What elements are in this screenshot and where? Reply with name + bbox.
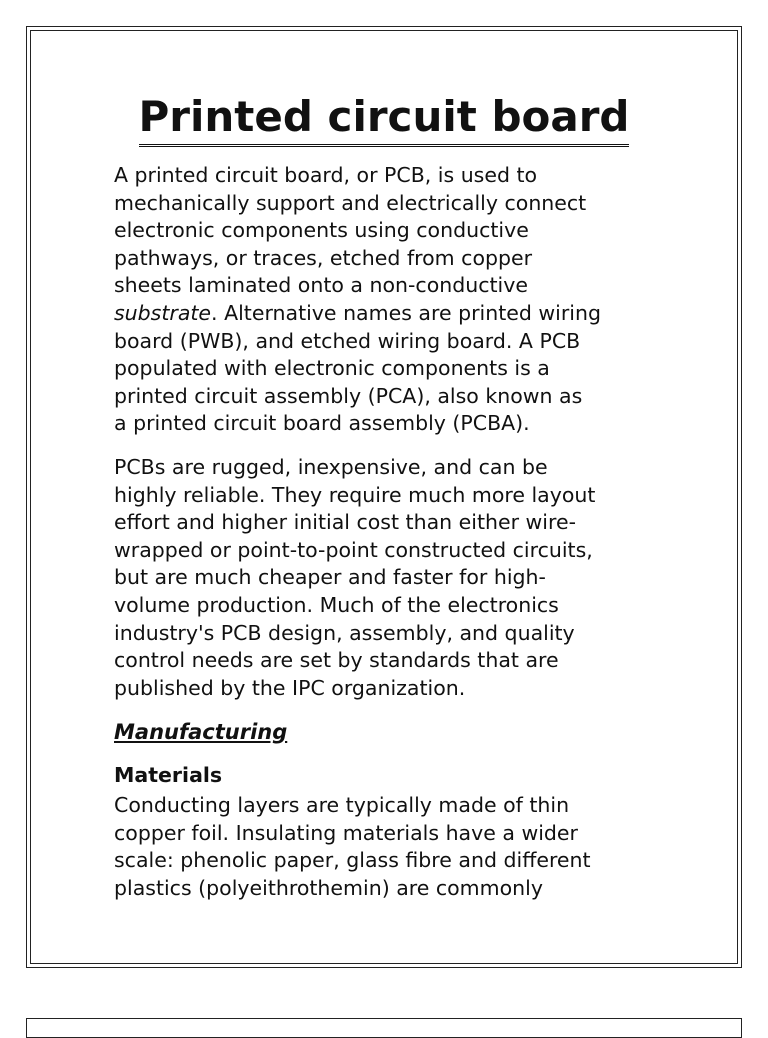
text-line: volume production. Much of the electronics: [114, 592, 559, 617]
text-line: electronic components using conductive: [114, 218, 529, 243]
text-line: but are much cheaper and faster for high-: [114, 565, 546, 590]
text-line: Conducting layers are typically made of thin: [114, 793, 570, 817]
text-line: [114, 300, 694, 328]
text-line: scale: phenolic paper, glass fibre and different: [114, 848, 591, 873]
text-line: effort and higher initial cost than either wire-: [114, 510, 576, 535]
text-line: printed circuit assembly (PCA), also known as: [114, 383, 583, 408]
text-line: highly reliable. They require much more layout: [114, 482, 596, 507]
text-line: published by the IPC organization.: [114, 675, 466, 700]
section-heading-manufacturing: Manufacturing: [114, 720, 288, 744]
text-line: sheets laminated onto a non-conductive: [114, 273, 528, 298]
subheading-materials: Materials: [114, 763, 223, 787]
text-line: A printed circuit board, or PCB, is used to: [114, 163, 538, 187]
document-title: Printed circuit board: [26, 92, 742, 147]
text-line: control needs are set by standards that are: [114, 648, 559, 673]
text-line: industry's PCB design, assembly, and quality: [114, 620, 575, 645]
reliability-paragraph: [114, 454, 694, 702]
text-line: PCBs are rugged, inexpensive, and can be: [114, 455, 548, 479]
text-line: a printed circuit board assembly (PCBA).: [114, 411, 530, 436]
text-line: pathways, or traces, etched from copper: [114, 245, 533, 270]
text-line: copper foil. Insulating materials have a wider: [114, 820, 578, 845]
text-line: wrapped or point-to-point constructed circuits,: [114, 537, 593, 562]
text-line: mechanically support and electrically connect: [114, 190, 587, 215]
text-line: populated with electronic components is a: [114, 356, 550, 381]
text-line: plastics (polyeithrothemin) are commonly: [114, 875, 543, 900]
intro-paragraph: [114, 162, 694, 438]
text-fragment: . Alternative names are printed wiring: [211, 300, 601, 325]
next-page-border: [26, 1018, 742, 1038]
materials-paragraph: [114, 792, 694, 902]
italic-term: substrate: [114, 300, 212, 325]
text-line: board (PWB), and etched wiring board. A PCB: [114, 328, 581, 353]
